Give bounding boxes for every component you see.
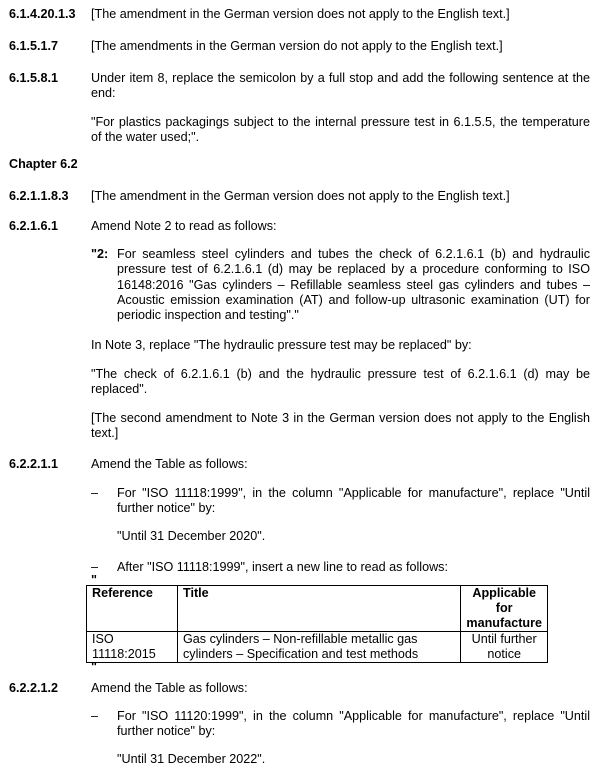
list-item: For "ISO 11120:1999", in the column "Applicable for manufacture", replace "Until further notice" by: xyxy=(117,709,590,739)
list-dash: – xyxy=(91,486,99,500)
list-item: After "ISO 11118:1999", insert a new line to read as follows: xyxy=(117,560,448,574)
table-cell: Until further notice xyxy=(461,632,548,663)
quoted-text: "Until 31 December 2020". xyxy=(117,529,266,543)
quoted-text: "For plastics packagings subject to the internal pressure test in 6.1.5.5, the temperature of the water used;". xyxy=(91,115,590,145)
table-cell: ISO 11118:2015 xyxy=(87,632,178,663)
list-dash: – xyxy=(91,709,99,723)
note3-german: [The second amendment to Note 3 in the German version does not apply to the English text.] xyxy=(91,411,590,441)
list-dash: – xyxy=(91,560,99,574)
section-number: 6.1.4.20.1.3 xyxy=(9,7,76,21)
section-text: Amend Note 2 to read as follows: xyxy=(91,219,277,233)
section-text: [The amendment in the German version does not apply to the English text.] xyxy=(91,189,510,203)
quoted-text: "Until 31 December 2022". xyxy=(117,752,266,766)
table-header: Title xyxy=(178,586,461,632)
open-quote: " xyxy=(91,573,97,587)
note-label: "2: xyxy=(91,247,109,261)
table-cell: Gas cylinders – Non-refillable metallic gas cylinders – Specification and test methods xyxy=(178,632,461,663)
table-header: Reference xyxy=(87,586,178,632)
section-text: Under item 8, replace the semicolon by a full stop and add the following sentence at the end: xyxy=(91,71,590,101)
section-text: Amend the Table as follows: xyxy=(91,457,248,471)
reference-table xyxy=(86,585,548,663)
list-item: For "ISO 11118:1999", in the column "Applicable for manufacture", replace "Until further notice" by: xyxy=(117,486,590,516)
section-number: 6.2.2.1.1 xyxy=(9,457,59,471)
section-text: Amend the Table as follows: xyxy=(91,681,248,695)
close-quote: " xyxy=(91,660,97,674)
section-text: [The amendments in the German version do not apply to the English text.] xyxy=(91,39,503,53)
table-header: Applicable for manufacture xyxy=(461,586,548,632)
section-number: 6.1.5.1.7 xyxy=(9,39,59,53)
section-text: [The amendment in the German version does not apply to the English text.] xyxy=(91,7,510,21)
note-text: For seamless steel cylinders and tubes the check of 6.2.1.6.1 (b) and hydraulic pressure test of 6.2.1.6.1 (d) may be replaced by a procedure conforming to ISO 16148:2016 "Gas cylinders – Refillable seamless steel gas cylinders and tubes – Acoustic emission examination (AT) and follow-up ultrasonic examination (UT) for periodic inspection and testing"." xyxy=(117,247,590,323)
note3-quote: "The check of 6.2.1.6.1 (b) and the hydraulic pressure test of 6.2.1.6.1 (d) may be replaced". xyxy=(91,367,590,397)
section-number: 6.1.5.8.1 xyxy=(9,71,59,85)
table-header-row xyxy=(87,586,548,632)
section-number: 6.2.1.1.8.3 xyxy=(9,189,69,203)
note3-intro: In Note 3, replace "The hydraulic pressure test may be replaced" by: xyxy=(91,338,472,352)
chapter-heading: Chapter 6.2 xyxy=(9,157,78,171)
section-number: 6.2.1.6.1 xyxy=(9,219,59,233)
table-row xyxy=(87,632,548,663)
section-number: 6.2.2.1.2 xyxy=(9,681,59,695)
